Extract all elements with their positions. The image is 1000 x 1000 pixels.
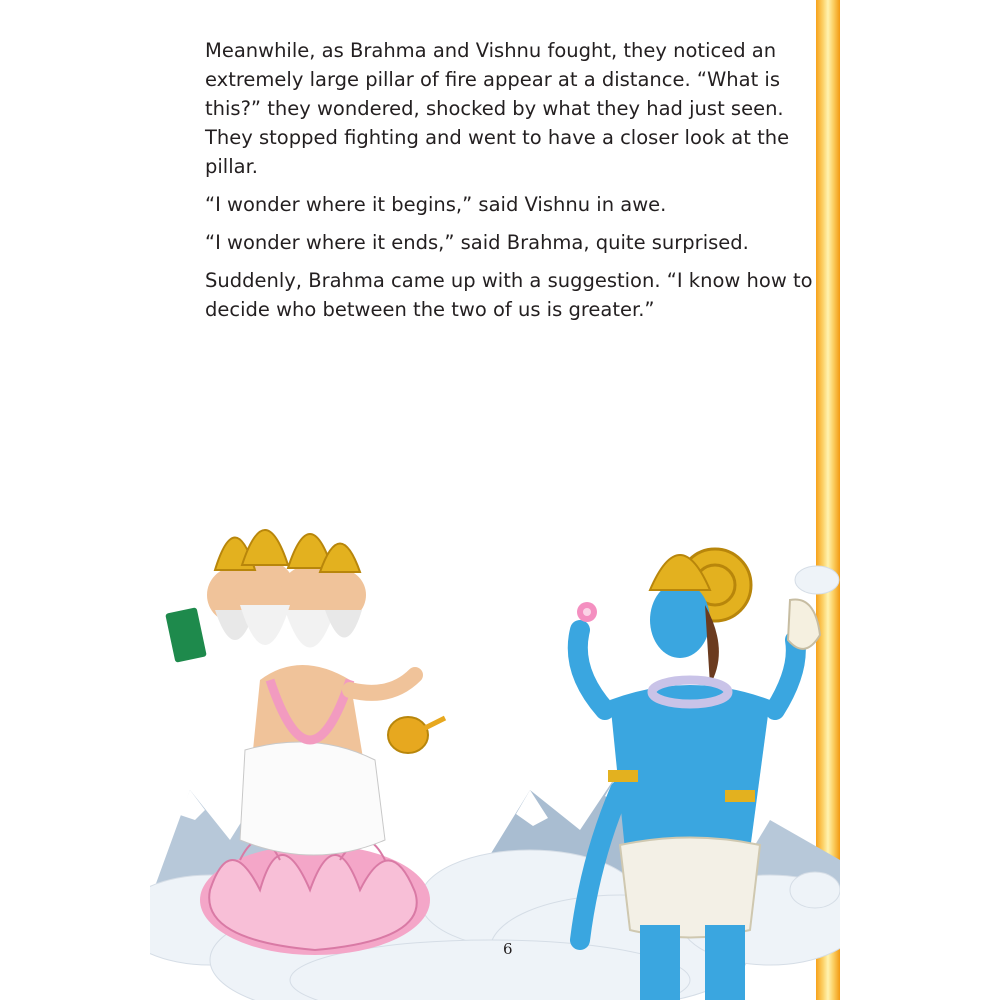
brahma-vishnu-illustration [150,500,840,1000]
pink-flower-icon [577,602,597,622]
paragraph-3: “I wonder where it ends,” said Brahma, quite surprised. [205,231,749,254]
paragraph-1: Meanwhile, as Brahma and Vishnu fought, they noticed an extremely large pillar of fire appear at a distance. “What is this?” they wondered, shocked by what they had just seen. They stopped fighting and went to have a closer look at the pillar. [205,39,790,178]
story-text [205,36,815,333]
conch-shell-icon [788,599,820,648]
page-number: 6 [503,940,513,958]
paragraph-4: Suddenly, Brahma came up with a suggestion. “I know how to decide who between the two of us is greater.” [205,269,813,321]
paragraph-2: “I wonder where it begins,” said Vishnu in awe. [205,193,667,216]
water-pot-icon [388,717,445,753]
brahma-figure-icon [165,530,445,955]
book-icon [165,607,207,663]
